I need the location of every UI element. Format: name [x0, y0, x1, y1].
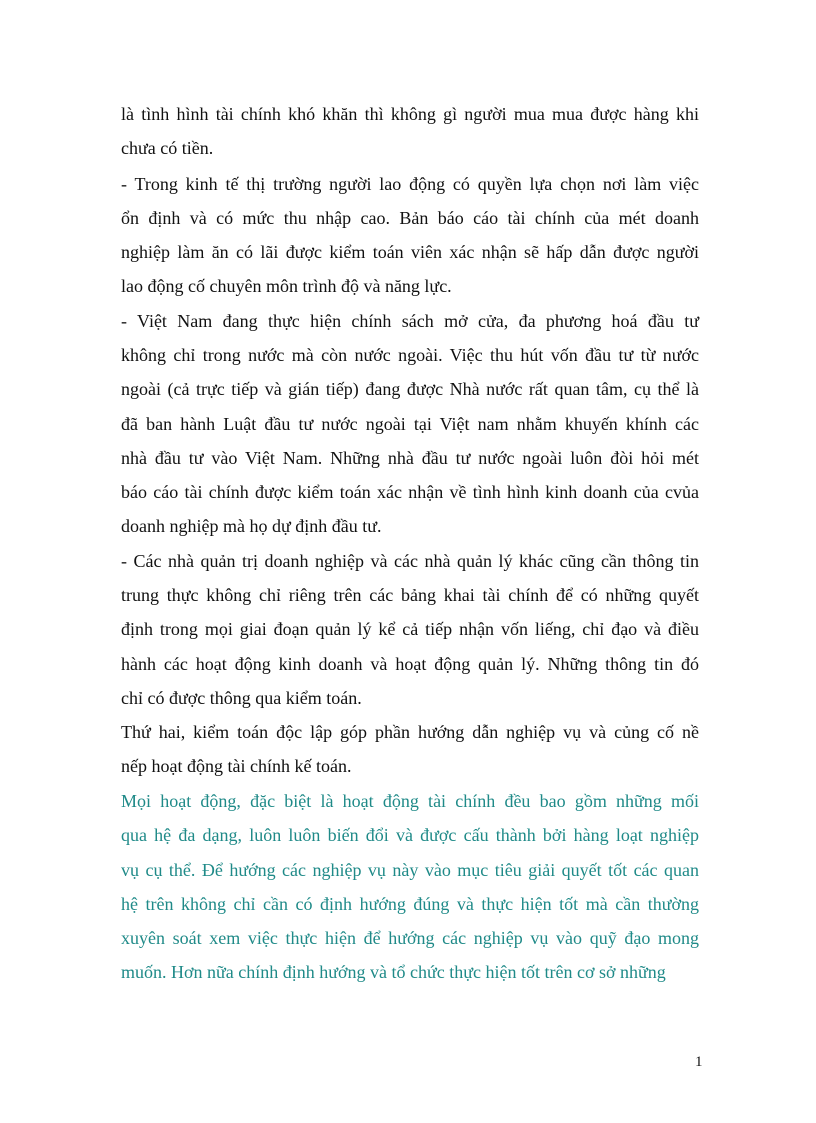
- text-line: lao động cố chuyên môn trình độ và năng lực.: [121, 276, 452, 296]
- text-line: ổn định và có mức thu nhập cao. Bản báo cáo tài chính của mét doanh: [121, 208, 699, 228]
- text-line: đã ban hành Luật đầu tư nước ngoài tại Việt nam nhằm khuyến khính các: [121, 414, 699, 434]
- text-line: vụ cụ thể. Để hướng các nghiệp vụ này vào mục tiêu giải quyết tốt các quan: [121, 860, 699, 880]
- text-line: - Các nhà quản trị doanh nghiệp và các nhà quản lý khác cũng cần thông tin: [121, 551, 699, 571]
- text-line: nghiệp làm ăn có lãi được kiểm toán viên xác nhận sẽ hấp dẫn được người: [121, 242, 699, 262]
- text-line: báo cáo tài chính được kiểm toán xác nhận về tình hình kinh doanh của cvủa: [121, 482, 699, 502]
- text-line: nếp hoạt động tài chính kế toán.: [121, 756, 352, 776]
- text-line: ngoài (cả trực tiếp và gián tiếp) đang được Nhà nước rất quan tâm, cụ thể là: [121, 379, 699, 399]
- text-line: là tình hình tài chính khó khăn thì không gì người mua mua được hàng khi: [121, 104, 699, 124]
- text-line: nhà đầu tư vào Việt Nam. Những nhà đầu tư nước ngoài luôn đòi hỏi mét: [121, 448, 699, 468]
- text-line: qua hệ đa dạng, luôn luôn biến đổi và được cấu thành bởi hàng loạt nghiệp: [121, 825, 699, 845]
- text-line: chưa có tiền.: [121, 138, 214, 158]
- text-line: không chỉ trong nước mà còn nước ngoài. Việc thu hút vốn đầu tư từ nước: [121, 345, 699, 365]
- text-line: doanh nghiệp mà họ dự định đầu tư.: [121, 516, 382, 536]
- text-line: Mọi hoạt động, đặc biệt là hoạt động tài chính đều bao gồm những mối: [121, 791, 699, 811]
- text-line: muốn. Hơn nữa chính định hướng và tổ chức thực hiện tốt trên cơ sở những: [121, 962, 666, 982]
- text-line: - Việt Nam đang thực hiện chính sách mở cửa, đa phương hoá đầu tư: [121, 311, 699, 331]
- text-line: chỉ có được thông qua kiểm toán.: [121, 688, 362, 708]
- text-line: trung thực không chỉ riêng trên các bảng khai tài chính để có những quyết: [121, 585, 699, 605]
- text-line: - Trong kinh tế thị trường người lao động có quyền lựa chọn nơi làm việc: [121, 174, 699, 194]
- text-line: định trong mọi giai đoạn quản lý kể cả tiếp nhận vốn liếng, chỉ đạo và điều: [121, 619, 699, 639]
- text-line: xuyên soát xem việc thực hiện để hướng các nghiệp vụ vào quỹ đạo mong: [121, 928, 699, 948]
- text-line: hành các hoạt động kinh doanh và hoạt động quản lý. Những thông tin đó: [121, 654, 699, 674]
- text-line: Thứ hai, kiểm toán độc lập góp phần hướng dẫn nghiệp vụ và củng cố nề: [121, 722, 699, 742]
- text-line: hệ trên không chỉ cần có định hướng đúng và thực hiện tốt mà cần thường: [121, 894, 699, 914]
- page-number: 1: [695, 1054, 703, 1070]
